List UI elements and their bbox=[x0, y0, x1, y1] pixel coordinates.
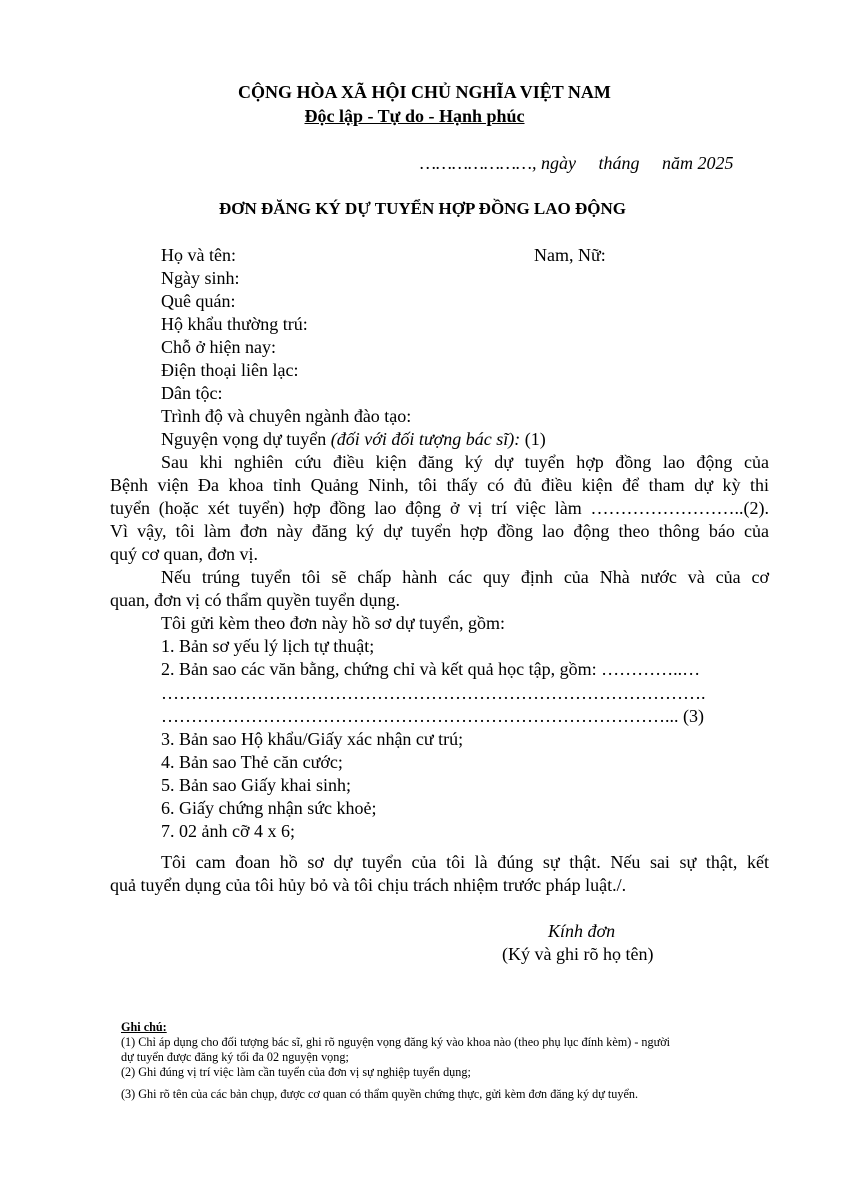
attachment-item: 2. Bản sao các văn bằng, chứng chỉ và kết quả học tập, gồm: …………..… bbox=[161, 659, 701, 679]
field-education: Trình độ và chuyên ngành đào tạo: bbox=[161, 406, 412, 426]
nation-heading: CỘNG HÒA XÃ HỘI CHỦ NGHĨA VIỆT NAM bbox=[238, 82, 611, 102]
field-phone: Điện thoại liên lạc: bbox=[161, 360, 299, 380]
signature-greeting: Kính đơn bbox=[548, 921, 616, 941]
attachment-item: 5. Bản sao Giấy khai sinh; bbox=[161, 775, 351, 795]
field-aspiration-ref: (1) bbox=[520, 429, 546, 449]
field-aspiration-note: (đối với đối tượng bác sĩ): bbox=[330, 429, 521, 449]
attachment-item: 6. Giấy chứng nhận sức khoẻ; bbox=[161, 798, 377, 818]
motto-text: Độc lập - Tự do - Hạnh phúc bbox=[304, 106, 525, 126]
field-birth-date: Ngày sinh: bbox=[161, 268, 240, 288]
field-current-address: Chỗ ở hiện nay: bbox=[161, 337, 277, 357]
attachment-item: 1. Bản sơ yếu lý lịch tự thuật; bbox=[161, 636, 375, 656]
note-item: (2) Ghi đúng vị trí việc làm cần tuyển của đơn vị sự nghiệp tuyển dụng; bbox=[121, 1065, 471, 1079]
attachment-dotted-line: …………………………………………………………………………... (3) bbox=[161, 706, 704, 726]
field-ethnicity: Dân tộc: bbox=[161, 383, 223, 403]
paragraph-line: Vì vậy, tôi làm đơn này đăng ký dự tuyển hợp đồng lao động theo thông báo của bbox=[110, 521, 769, 541]
signature-instruction: (Ký và ghi rõ họ tên) bbox=[502, 944, 654, 964]
paragraph-line: Sau khi nghiên cứu điều kiện đăng ký dự tuyển hợp đồng lao động của bbox=[161, 452, 769, 472]
motto bbox=[0, 106, 839, 127]
paragraph-line: Nếu trúng tuyển tôi sẽ chấp hành các quy định của Nhà nước và của cơ bbox=[161, 567, 769, 587]
field-aspiration bbox=[161, 428, 546, 451]
note-item: (1) Chỉ áp dụng cho đối tượng bác sĩ, ghi rõ nguyện vọng đăng ký vào khoa nào (theo phụ lục đính kèm) - người bbox=[121, 1035, 671, 1049]
paragraph-line: tuyển (hoặc xét tuyển) hợp đồng lao động ở vị trí việc làm ……………………..(2). bbox=[110, 498, 769, 518]
attachment-item: 7. 02 ảnh cỡ 4 x 6; bbox=[161, 821, 295, 841]
paragraph-line: quý cơ quan, đơn vị. bbox=[110, 544, 259, 564]
note-item: dự tuyển được đăng ký tối đa 02 nguyện vọng; bbox=[121, 1050, 349, 1064]
attachment-item: 4. Bản sao Thẻ căn cước; bbox=[161, 752, 343, 772]
attachment-dotted-line: ………………………………………………………………………………. bbox=[161, 683, 706, 703]
note-item: (3) Ghi rõ tên của các bản chụp, được cơ quan có thẩm quyền chứng thực, gửi kèm đơn đăng ký dự tuyển. bbox=[121, 1087, 639, 1101]
date-line: …………………, ngày tháng năm 2025 bbox=[420, 153, 734, 173]
field-hometown: Quê quán: bbox=[161, 291, 236, 311]
attachment-item: 3. Bản sao Hộ khẩu/Giấy xác nhận cư trú; bbox=[161, 729, 464, 749]
field-full-name: Họ và tên: bbox=[161, 245, 236, 265]
field-gender: Nam, Nữ: bbox=[534, 245, 606, 265]
form-title: ĐƠN ĐĂNG KÝ DỰ TUYỂN HỢP ĐỒNG LAO ĐỘNG bbox=[218, 199, 627, 218]
paragraph-line: Bệnh viện Đa khoa tỉnh Quảng Ninh, tôi thấy có đủ điều kiện để tham dự kỳ thi bbox=[110, 475, 769, 495]
notes-heading: Ghi chú: bbox=[121, 1020, 167, 1034]
attachments-intro: Tôi gửi kèm theo đơn này hồ sơ dự tuyển, gồm: bbox=[161, 613, 506, 633]
field-permanent-residence: Hộ khẩu thường trú: bbox=[161, 314, 308, 334]
paragraph-line: quan, đơn vị có thẩm quyền tuyển dụng. bbox=[110, 590, 400, 610]
field-aspiration-label: Nguyện vọng dự tuyển bbox=[161, 429, 331, 449]
commitment-line: quả tuyển dụng của tôi hủy bỏ và tôi chịu trách nhiệm trước pháp luật./. bbox=[110, 875, 627, 895]
commitment-line: Tôi cam đoan hồ sơ dự tuyển của tôi là đúng sự thật. Nếu sai sự thật, kết bbox=[161, 852, 769, 872]
